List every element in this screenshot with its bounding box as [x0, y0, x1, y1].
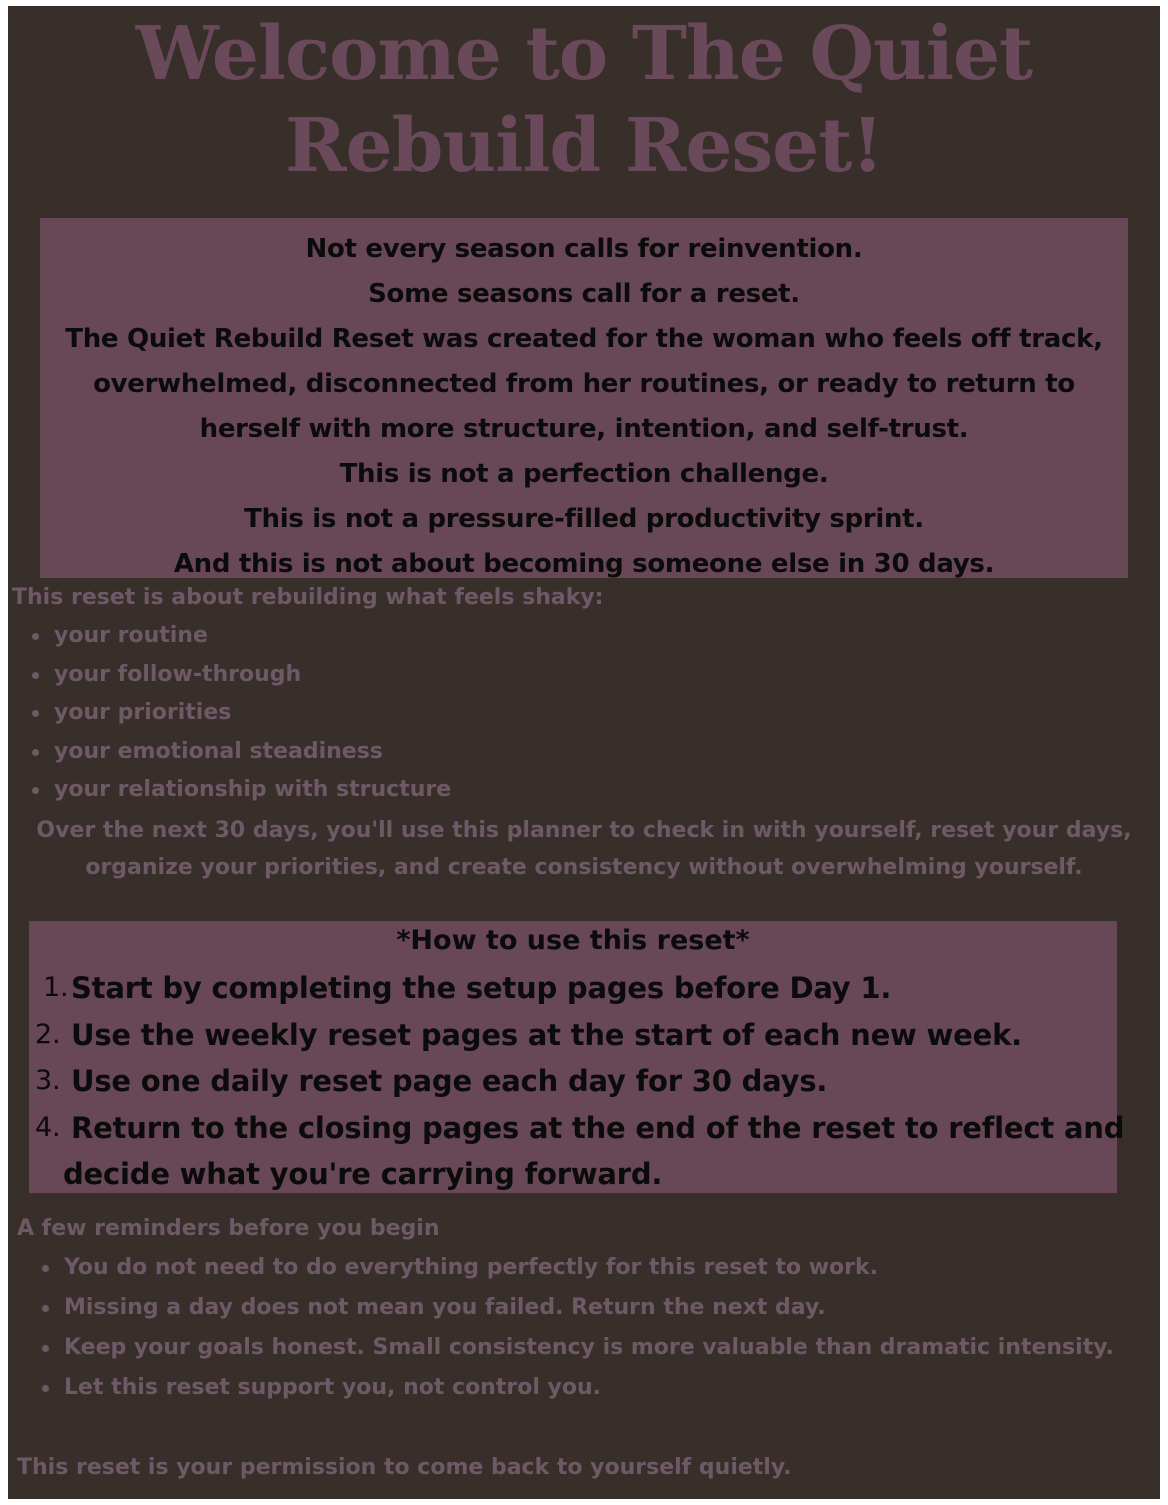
step-number: 1.: [43, 972, 69, 1003]
intro-lines: [40, 218, 1128, 587]
list-item: your follow-through: [26, 656, 451, 695]
step-item: [29, 1012, 1129, 1059]
list-item: your emotional steadiness: [26, 733, 451, 772]
intro-line: This is not a perfection challenge.: [339, 459, 829, 489]
how-to-box: [29, 921, 1125, 1193]
page-title: Welcome to The Quiet Rebuild Reset!: [135, 11, 1033, 189]
step-item: [29, 965, 1129, 1012]
step-item: [29, 1105, 1129, 1198]
document-page: [8, 6, 1160, 1499]
step-number: 2.: [35, 1018, 61, 1050]
reminder-list: [36, 1249, 1130, 1409]
list-item: Let this reset support you, not control you.: [36, 1369, 1130, 1407]
list-item: Keep your goals honest. Small consistency is more valuable than dramatic intensity.: [36, 1329, 1130, 1367]
step-text: Use one daily reset page each day for 30 days.: [71, 1064, 828, 1098]
rebuild-lead: This reset is about rebuilding what feels shaky:: [12, 585, 604, 610]
intro-line: Some seasons call for a reset.: [368, 279, 800, 309]
intro-line: This is not a pressure-filled productivity sprint.: [244, 504, 924, 534]
list-item: You do not need to do everything perfectly for this reset to work.: [36, 1249, 1130, 1287]
reminders-lead: A few reminders before you begin: [17, 1216, 440, 1241]
intro-box: [40, 218, 1128, 578]
closing-line: This reset is your permission to come back to yourself quietly.: [17, 1455, 792, 1480]
how-to-steps: [29, 965, 1129, 1198]
step-text: Start by completing the setup pages before Day 1.: [71, 971, 892, 1005]
list-item: your routine: [26, 617, 451, 656]
step-number: 4.: [35, 1111, 61, 1143]
overview-paragraph: Over the next 30 days, you'll use this planner to check in with yourself, reset your days, organize your priorities, and create consistency without overwhelming yourself.: [36, 818, 1132, 880]
step-item: [29, 1058, 1129, 1105]
intro-line: Not every season calls for reinvention.: [305, 234, 863, 264]
list-item: your priorities: [26, 694, 451, 733]
rebuild-list: [26, 617, 451, 810]
how-to-heading: *How to use this reset*: [396, 925, 750, 956]
intro-line: And this is not about becoming someone else in 30 days.: [173, 549, 995, 579]
step-number: 3.: [35, 1065, 61, 1096]
step-text: Use the weekly reset pages at the start of each new week.: [71, 1017, 1022, 1052]
step-text: Return to the closing pages at the end of the reset to reflect and decide what you're carrying forward.: [63, 1110, 1125, 1191]
intro-line: The Quiet Rebuild Reset was created for the woman who feels off track, overwhelmed, disconnected from her routines, or ready to return to herself with more structure, intention, and self-trust.: [65, 324, 1103, 444]
list-item: your relationship with structure: [26, 771, 451, 810]
list-item: Missing a day does not mean you failed. Return the next day.: [36, 1289, 1130, 1327]
